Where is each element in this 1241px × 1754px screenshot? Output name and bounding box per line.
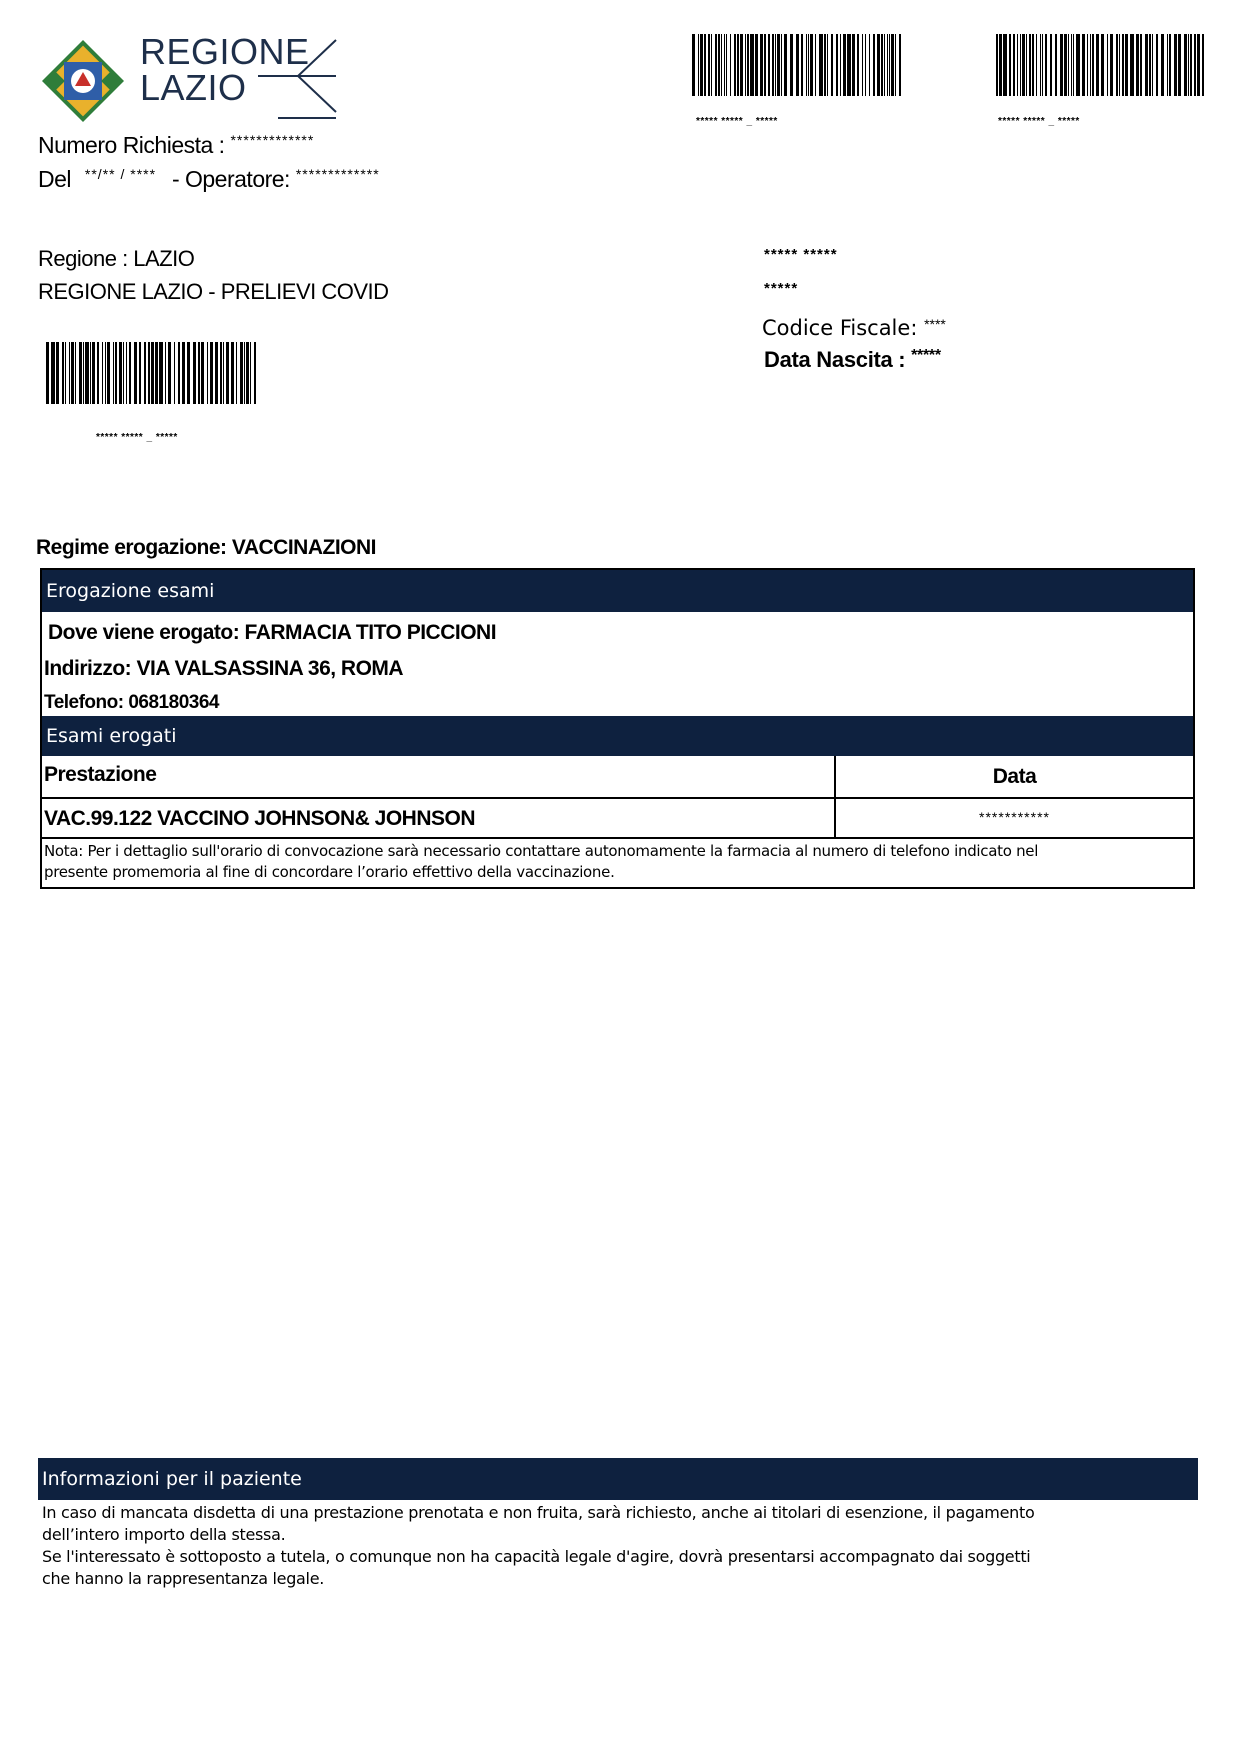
info-line-3: Se l'interessato è sottoposto a tutela, o comunque non ha capacità legale d'agire, dovrà presentarsi accompagnato dai soggetti (42, 1547, 1031, 1566)
codice-fiscale-value: **** (924, 316, 946, 332)
regione-line: Regione : LAZIO (38, 246, 195, 271)
info-line-1: In caso di mancata disdetta di una prestazione prenotata e non fruita, sarà richiesto, anche ai titolari di esenzione, il pagamento (42, 1503, 1035, 1522)
patient-name-line-1: ***** ***** (764, 246, 838, 263)
del-operatore (38, 166, 380, 193)
operatore-value: ************* (295, 166, 380, 182)
struttura-line: REGIONE LAZIO - PRELIEVI COVID (38, 279, 389, 304)
col-data: Data (992, 765, 1037, 788)
data-nascita (764, 347, 941, 373)
barcode-top-right-caption: ***** ***** _ ***** (998, 116, 1080, 127)
erogazione-header: Erogazione esami (42, 570, 1193, 612)
prestazione-value: VAC.99.122 VACCINO JOHNSON& JOHNSON (44, 807, 475, 830)
data-nascita-label: Data Nascita : (764, 347, 906, 372)
barcode-body-caption: ***** ***** _ ***** (96, 432, 178, 443)
nota-line-1: Nota: Per i dettaglio sull'orario di convocazione sarà necessario contattare autonomamente la farmacia al numero di telefono indicato nel (44, 842, 1039, 860)
regime-erogazione: Regime erogazione: VACCINAZIONI (36, 536, 376, 559)
numero-richiesta (38, 132, 314, 159)
data-value: *********** (979, 809, 1050, 825)
table-row (42, 797, 1193, 839)
data-nascita-value: ***** (911, 347, 941, 364)
erogazione-box (40, 568, 1195, 889)
numero-richiesta-label: Numero Richiesta : (38, 132, 225, 158)
numero-richiesta-value: ************* (230, 132, 315, 148)
patient-name-line-2: ***** (764, 280, 799, 297)
esami-erogati-header: Esami erogati (42, 716, 1193, 756)
info-line-4: che hanno la rappresentanza legale. (42, 1569, 325, 1588)
logo-chevron-icon (218, 38, 338, 122)
barcode-body (46, 342, 258, 404)
del-label: Del (38, 166, 72, 192)
indirizzo: Indirizzo: VIA VALSASSINA 36, ROMA (44, 657, 404, 680)
informazioni-paziente-header: Informazioni per il paziente (38, 1458, 1198, 1500)
del-value: **/** / **** (84, 166, 157, 182)
operatore-label: - Operatore: (171, 166, 290, 192)
barcode-top-right (996, 34, 1208, 96)
regione-lazio-logo (40, 31, 380, 124)
logo-line-2: LAZIO (140, 67, 247, 108)
codice-fiscale (762, 316, 946, 340)
col-prestazione: Prestazione (44, 763, 157, 786)
info-line-2: dell’intero importo della stessa. (42, 1525, 286, 1544)
nota-line-2: presente promemoria al fine di concordare l’orario effettivo della vaccinazione. (44, 863, 615, 881)
regione-lazio-emblem-icon (40, 38, 126, 124)
barcode-top-left (692, 34, 904, 96)
esami-table-header (42, 756, 1193, 797)
nota-block (42, 837, 1193, 889)
barcode-top-left-caption: ***** ***** _ ***** (696, 116, 778, 127)
dove-erogato: Dove viene erogato: FARMACIA TITO PICCIONI (48, 621, 497, 644)
codice-fiscale-label: Codice Fiscale: (762, 316, 918, 340)
logo-line-1: REGIONE (140, 31, 310, 72)
telefono: Telefono: 068180364 (44, 692, 219, 713)
